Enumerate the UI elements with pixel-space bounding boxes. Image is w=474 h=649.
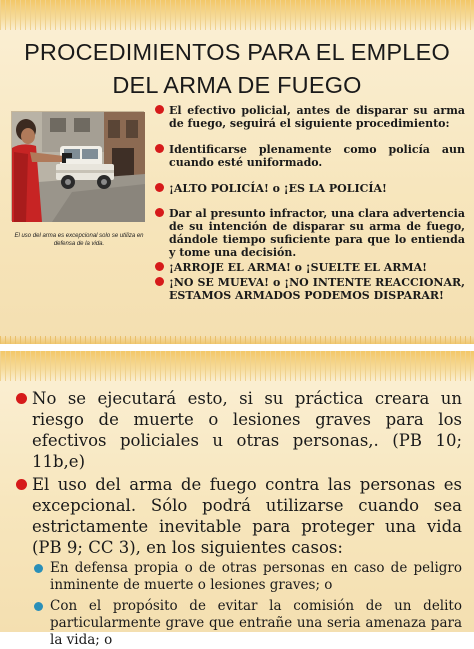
list-item: [155, 182, 465, 195]
list-item: [16, 388, 462, 472]
slide-separator: [0, 344, 474, 351]
list-item: [16, 474, 462, 649]
slide-title: PROCEDIMIENTOS PARA EL EMPLEO DEL ARMA DE FUEGO: [24, 39, 450, 98]
bullet-text: ¡NO SE MUEVA! o ¡NO INTENTE REACCIONAR, ESTAMOS ARMADOS PODEMOS DISPARAR!: [169, 276, 465, 302]
photo-caption: El uso del arma es excepcional solo se utiliza en defensa de la vida.: [14, 233, 144, 247]
bullet-icon: [155, 208, 164, 217]
bullet-text: Identificarse plenamente como policía aun cuando esté uniformado.: [169, 143, 465, 169]
bullet-text: ¡ARROJE EL ARMA! o ¡SUELTE EL ARMA!: [169, 261, 427, 274]
sub-list-item: [32, 560, 462, 594]
bullet-text: ¡ALTO POLICÍA! o ¡ES LA POLICÍA!: [169, 182, 387, 195]
list-item: [155, 143, 465, 169]
bullet-icon: [155, 277, 164, 286]
sub-list-item: [32, 598, 462, 649]
sub-bullet-text: Con el propósito de evitar la comisión de un delito particularmente grave que entrañe una seria amenaza para la vida; o: [50, 598, 462, 648]
decorative-top-band: [0, 0, 474, 30]
sub-bullet-text: En defensa propia o de otras personas en caso de peligro inminente de muerte o lesiones graves; o: [50, 560, 462, 593]
bullet-text: El uso del arma de fuego contra las personas es excepcional. Sólo podrá utilizarse cuando sea estrictamente inevitable para proteger una vida (PB 9; CC 3), en los siguientes casos:: [32, 475, 462, 557]
rules-bullet-list: [16, 388, 462, 649]
bullet-icon: [16, 393, 27, 404]
list-item: [155, 104, 465, 130]
list-item: [155, 207, 465, 259]
police-photo-icon: [11, 111, 144, 221]
sub-bullet-icon: [34, 564, 43, 573]
procedure-bullet-list: [155, 104, 465, 302]
bullet-text: El efectivo policial, antes de disparar su arma de fuego, seguirá el siguiente procedimiento:: [169, 104, 465, 130]
bullet-icon: [155, 262, 164, 271]
bullet-icon: [16, 479, 27, 490]
bullet-icon: [155, 183, 164, 192]
decorative-bottom-band: [0, 336, 474, 344]
bullet-icon: [155, 105, 164, 114]
bullet-text: Dar al presunto infractor, una clara advertencia de su intención de disparar su arma de fuego, dándole tiempo suficiente para que lo entienda y tome una decisión.: [169, 207, 465, 259]
list-item: [155, 276, 465, 302]
sub-bullet-icon: [34, 602, 43, 611]
bullet-text: No se ejecutará esto, si su práctica creara un riesgo de muerte o lesiones graves para los efectivos policiales u otras personas,. (PB 10; 11b,e): [32, 389, 462, 471]
list-item: [155, 261, 465, 274]
decorative-top-band: [0, 351, 474, 381]
sub-bullet-list: [32, 560, 462, 649]
bullet-icon: [155, 144, 164, 153]
